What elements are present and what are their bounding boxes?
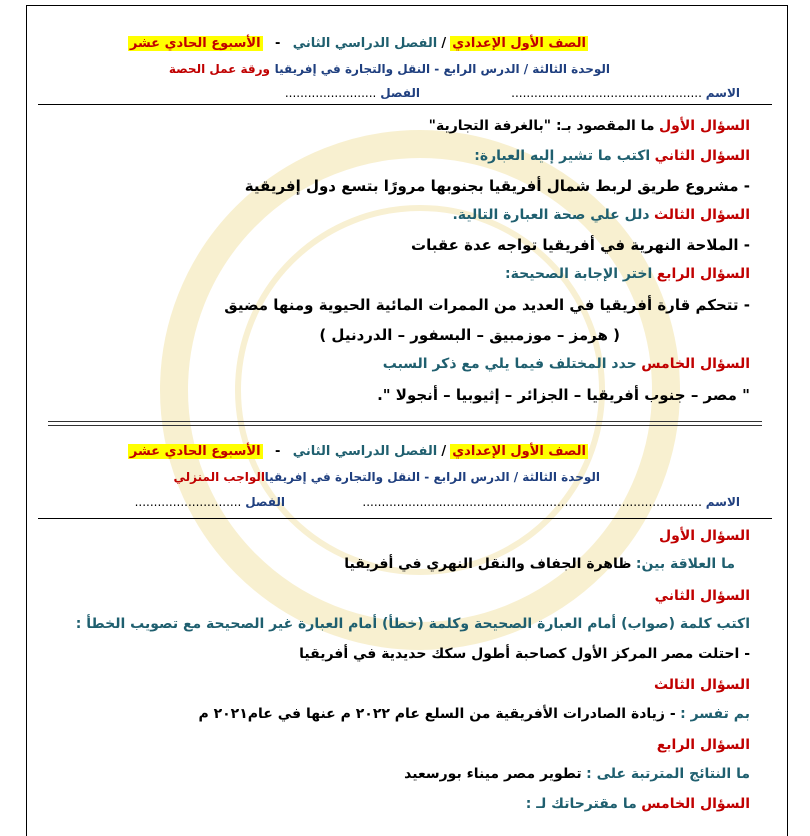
header1-sheet-title: ورقة عمل الحصة [168,62,270,76]
section-separator [48,421,762,426]
homework-q3: بم تفسر : - زيادة الصادرات الأفريقية من السلع عام ٢٠٢٢ م عنها في عام٢٠٢١ م [198,706,750,722]
homework-q1: ما العلاقة بين: ظاهرة الجفاف والنقل النهري في أفريقيا [344,556,735,572]
homework-q2-label: السؤال الثاني [654,588,750,604]
worksheet-q2: السؤال الثاني اكتب ما تشير إليه العبارة: [474,148,750,164]
header1-grade-line: الصف الأول الإعدادي / الفصل الدراسي الثاني - الأسبوع الحادي عشر [129,36,586,51]
header1-divider [38,104,772,105]
homework-q2: اكتب كلمة (صواب) أمام العبارة الصحيحة وكلمة (خطأ) أمام العبارة غير الصحيحة مع تصويب الخطأ : [75,616,750,632]
homework-q5: السؤال الخامس ما مقترحاتك لـ : [525,796,750,812]
header2-divider [38,518,772,519]
header2-class-field: الفصل ............................ [134,495,285,509]
worksheet-q3-item: - الملاحة النهرية في أفريقيا تواجه عدة عقبات [411,236,750,254]
worksheet-q5: السؤال الخامس حدد المختلف فيما يلي مع ذكر السبب [382,356,750,372]
worksheet-q1: السؤال الأول ما المقصود بـ: "بالغرفة التجارية" [428,118,750,134]
homework-q4: ما النتائج المترتبة على : تطوير مصر ميناء بورسعيد [404,766,750,782]
homework-q3-label: السؤال الثالث [653,677,750,693]
term-label: الفصل الدراسي الثاني [292,36,438,51]
header2-name-field: الاسم ......................................................................................... [362,495,740,509]
worksheet-q4: السؤال الرابع اختر الإجابة الصحيحة: [505,266,750,282]
header2-sheet-title: الواجب المنزلي [173,470,265,484]
worksheet-q2-item: - مشروع طريق لربط شمال أفريقيا بجنوبها مرورًا بتسع دول إفريقية [244,177,750,195]
homework-q4-label: السؤال الرابع [656,737,750,753]
worksheet-q5-item: " مصر – جنوب أفريقيا – الجزائر – إثيوبيا – أنجولا ". [377,386,750,404]
header2-unit-line: الوحدة الثالثة / الدرس الرابع - النقل والتجارة في إفريقيا [264,470,600,484]
week-label: الأسبوع الحادي عشر [129,36,261,51]
homework-q1-label: السؤال الأول [659,528,750,544]
header1-name-field: الاسم .................................................. [511,86,740,100]
homework-q2-item: - احتلت مصر المركز الأول كصاحبة أطول سكك حديدية في أفريقيا [299,646,750,662]
header2-grade-line: الصف الأول الإعدادي / الفصل الدراسي الثاني - الأسبوع الحادي عشر [129,444,586,459]
grade-label: الصف الأول الإعدادي [452,36,586,51]
worksheet-q4-options: ( هرمز – موزمبيق – البسفور – الدردنيل ) [319,326,620,344]
worksheet-q4-item: - تتحكم قارة أفريقيا في العديد من الممرات المائية الحيوية ومنها مضيق [224,296,750,314]
header1-unit-line: الوحدة الثالثة / الدرس الرابع - النقل والتجارة في إفريقيا [274,62,610,76]
worksheet-q3: السؤال الثالث دلل علي صحة العبارة التالية. [452,207,750,223]
header1-class-field: الفصل ........................ [284,86,420,100]
